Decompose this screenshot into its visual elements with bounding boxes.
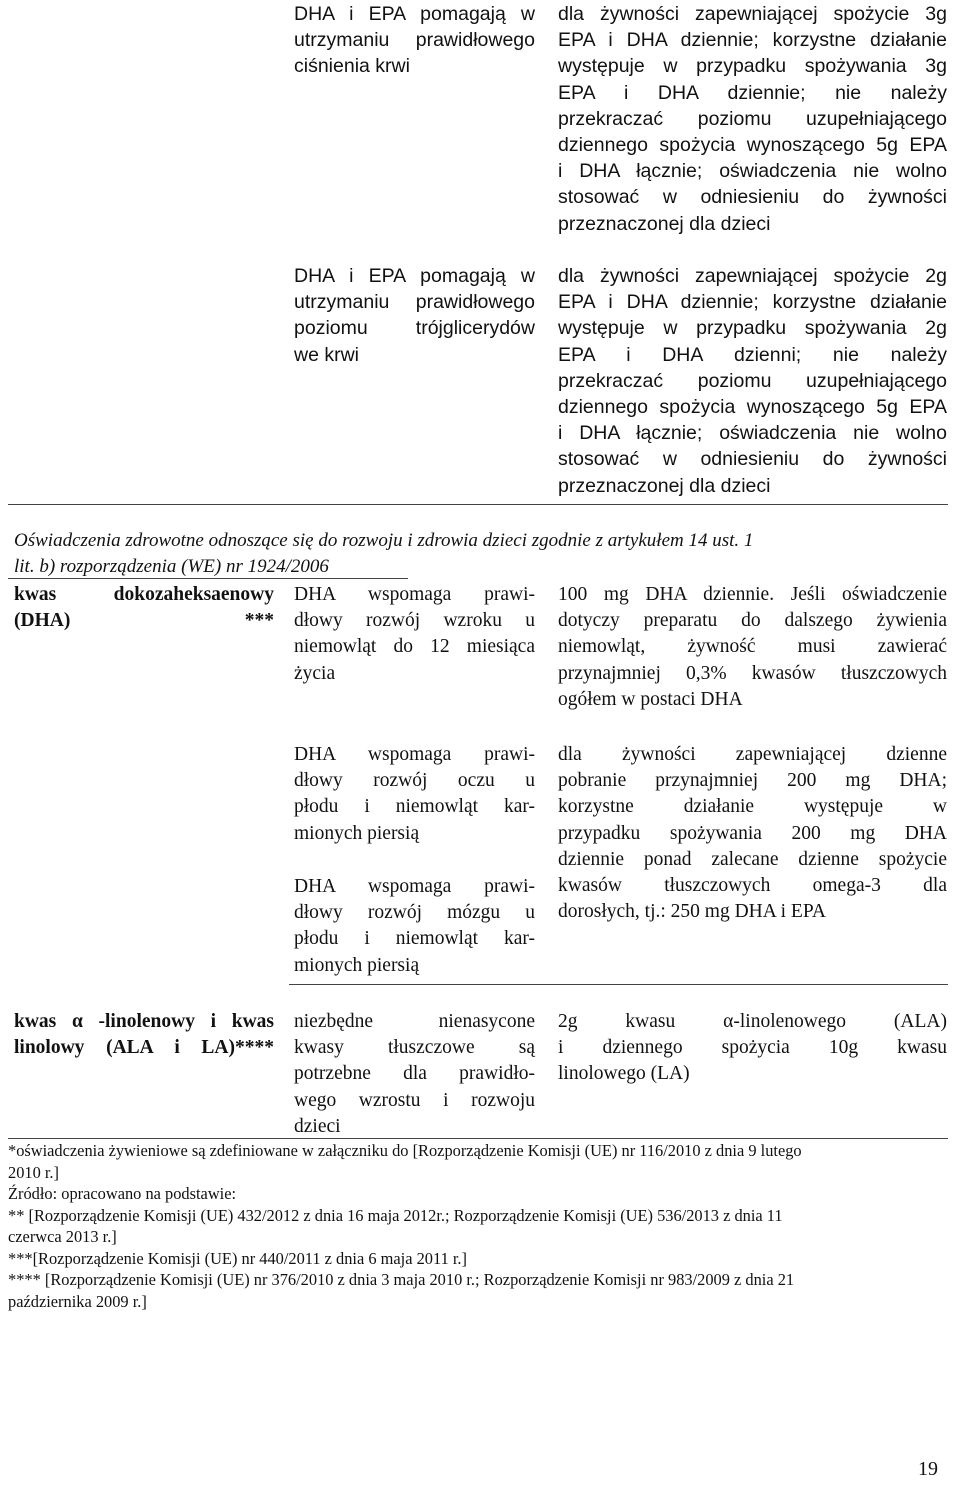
- claim-cell-triglycerides: [294, 263, 535, 368]
- text-line: dotyczy preparatu do dalszego żywienia: [558, 610, 947, 632]
- text-line: linolowy (ALA i LA)****: [14, 1037, 274, 1059]
- section-heading: [14, 528, 944, 580]
- text-line: EPA i DHA dzienni; nie należy: [558, 343, 947, 366]
- text-line: przekraczać poziomu uzupełniającego: [558, 107, 947, 130]
- text-line: niezbędne nienasycone: [294, 1011, 535, 1032]
- footnote-line: *oświadczenia żywieniowe są zdefiniowane w załączniku do [Rozporządzenie Komisji (UE) nr 116/2010 z dnia 9 lutego: [8, 1141, 802, 1160]
- table-rule: [8, 504, 948, 505]
- text-line: życia: [294, 662, 336, 684]
- condition-cell-triglycerides: [558, 263, 947, 499]
- text-line: 2g kwasu α-linolenowego (ALA): [558, 1011, 947, 1032]
- text-line: EPA i DHA dziennie; korzystne działanie: [558, 291, 947, 314]
- text-line: linolowego (LA): [558, 1063, 690, 1085]
- text-line: mionych piersią: [294, 822, 420, 844]
- text-line: niemowląt, żywność musi zawierać: [558, 636, 947, 658]
- text-line: kwas dokozaheksaenowy: [14, 584, 274, 605]
- section-heading-line1: Oświadczenia zdrowotne odnoszące się do rozwoju i zdrowia dzieci zgodnie z artykułem 14 ust. 1: [14, 530, 754, 551]
- text-line: i DHA łącznie; oświadczenia nie wolno: [558, 422, 947, 445]
- text-line: przynajmniej 0,3% kwasów tłuszczowych: [558, 662, 947, 684]
- claim-ala-la: [294, 1009, 535, 1140]
- text-line: dłowy rozwój wzroku u: [294, 610, 535, 632]
- text-line: stosować w odniesieniu do żywności: [558, 448, 947, 471]
- claim-cell-blood-pressure: [294, 1, 535, 80]
- text-line: przekraczać poziomu uzupełniającego: [558, 369, 947, 392]
- text-line: dziennie ponad zalecane dzienne spożycie: [558, 848, 947, 870]
- text-line: kwasów tłuszczowych omega-3 dla: [558, 875, 947, 897]
- text-line: wego wzrostu i rozwoju: [294, 1089, 535, 1111]
- text-line: przeznaczonej dla dzieci: [558, 474, 771, 497]
- condition-cell-blood-pressure: [558, 1, 947, 237]
- text-line: dziennego spożycia wynoszącego 5g EPA: [558, 134, 947, 157]
- claim-dha-vision: [294, 582, 535, 687]
- text-line: DHA wspomaga prawi-: [294, 584, 535, 605]
- page-number: 19: [918, 1458, 938, 1480]
- text-line: dłowy rozwój mózgu u: [294, 902, 535, 924]
- text-line: stosować w odniesieniu do żywności: [558, 186, 947, 209]
- text-line: występuje w przypadku spożywania 2g: [558, 317, 947, 340]
- text-line: utrzymaniu prawidłowego: [294, 291, 535, 314]
- text-line: kwas α -linolenowy i kwas: [14, 1011, 274, 1032]
- footnote-line: ***[Rozporządzenie Komisji (UE) nr 440/2011 z dnia 6 maja 2011 r.]: [8, 1248, 467, 1268]
- text-line: płodu i niemowląt kar-: [294, 796, 535, 818]
- text-line: dorosłych, tj.: 250 mg DHA i EPA: [558, 901, 826, 923]
- text-line: DHA wspomaga prawi-: [294, 876, 535, 897]
- text-line: przeznaczonej dla dzieci: [558, 212, 771, 235]
- text-line: (DHA) ***: [14, 610, 274, 632]
- text-line: DHA i EPA pomagają w: [294, 265, 535, 287]
- text-line: dla żywności zapewniającej spożycie 2g: [558, 265, 947, 287]
- section-heading-line2: lit. b) rozporządzenia (WE) nr 1924/2006: [14, 556, 329, 577]
- text-line: EPA i DHA dziennie; nie należy: [558, 81, 947, 104]
- footnotes: [8, 1140, 948, 1312]
- text-line: przypadku spożywania 200 mg DHA: [558, 822, 947, 844]
- text-line: dzieci: [294, 1115, 341, 1137]
- text-line: płodu i niemowląt kar-: [294, 928, 535, 950]
- text-line: poziomu trójglicerydów: [294, 317, 535, 340]
- text-line: i dziennego spożycia 10g kwasu: [558, 1037, 947, 1059]
- nutrient-dha: [14, 582, 274, 634]
- text-line: dla żywności zapewniającej dzienne: [558, 744, 947, 765]
- claim-dha-brain: [294, 874, 535, 979]
- claim-dha-eyes: [294, 742, 535, 847]
- text-line: dla żywności zapewniającej spożycie 3g: [558, 3, 947, 25]
- footnote-line: czerwca 2013 r.]: [8, 1227, 117, 1246]
- text-line: pobranie przynajmniej 200 mg DHA;: [558, 770, 947, 792]
- footnote-line: Źródło: opracowano na podstawie:: [8, 1184, 237, 1203]
- table-rule: [8, 1138, 948, 1139]
- condition-dha-infants: [558, 582, 947, 713]
- text-line: dłowy rozwój oczu u: [294, 770, 535, 792]
- text-line: potrzebne dla prawidło-: [294, 1063, 535, 1085]
- condition-dha-pregnancy: [558, 742, 947, 925]
- text-line: mionych piersią: [294, 954, 420, 976]
- text-line: kwasy tłuszczowe są: [294, 1037, 535, 1059]
- text-line: EPA i DHA dziennie; korzystne działanie: [558, 29, 947, 52]
- text-line: występuje w przypadku spożywania 3g: [558, 55, 947, 78]
- text-line: korzystne działanie występuje w: [558, 796, 947, 818]
- condition-ala-la: [558, 1009, 947, 1088]
- text-line: niemowląt do 12 miesiąca: [294, 636, 535, 658]
- footnote-line: października 2009 r.]: [8, 1291, 147, 1311]
- footnote-line: **** [Rozporządzenie Komisji (UE) nr 376/2010 z dnia 3 maja 2010 r.; Rozporządzenie Komisji nr 983/2009 z dnia 21: [8, 1270, 795, 1289]
- text-line: dziennego spożycia wynoszącego 5g EPA: [558, 396, 947, 419]
- text-line: ogółem w postaci DHA: [558, 688, 743, 710]
- text-line: ciśnienia krwi: [294, 55, 410, 78]
- table-rule: [8, 578, 408, 579]
- nutrient-ala-la: [14, 1009, 274, 1061]
- footnote-line: ** [Rozporządzenie Komisji (UE) 432/2012 z dnia 16 maja 2012r.; Rozporządzenie Komisji (UE) 536/2013 z dnia 11: [8, 1205, 783, 1225]
- text-line: we krwi: [294, 343, 360, 366]
- text-line: utrzymaniu prawidłowego: [294, 29, 535, 52]
- text-line: DHA i EPA pomagają w: [294, 3, 535, 25]
- footnote-line: 2010 r.]: [8, 1162, 59, 1182]
- text-line: DHA wspomaga prawi-: [294, 744, 535, 765]
- table-rule: [289, 984, 948, 985]
- text-line: i DHA łącznie; oświadczenia nie wolno: [558, 160, 947, 183]
- text-line: 100 mg DHA dziennie. Jeśli oświadczenie: [558, 584, 947, 605]
